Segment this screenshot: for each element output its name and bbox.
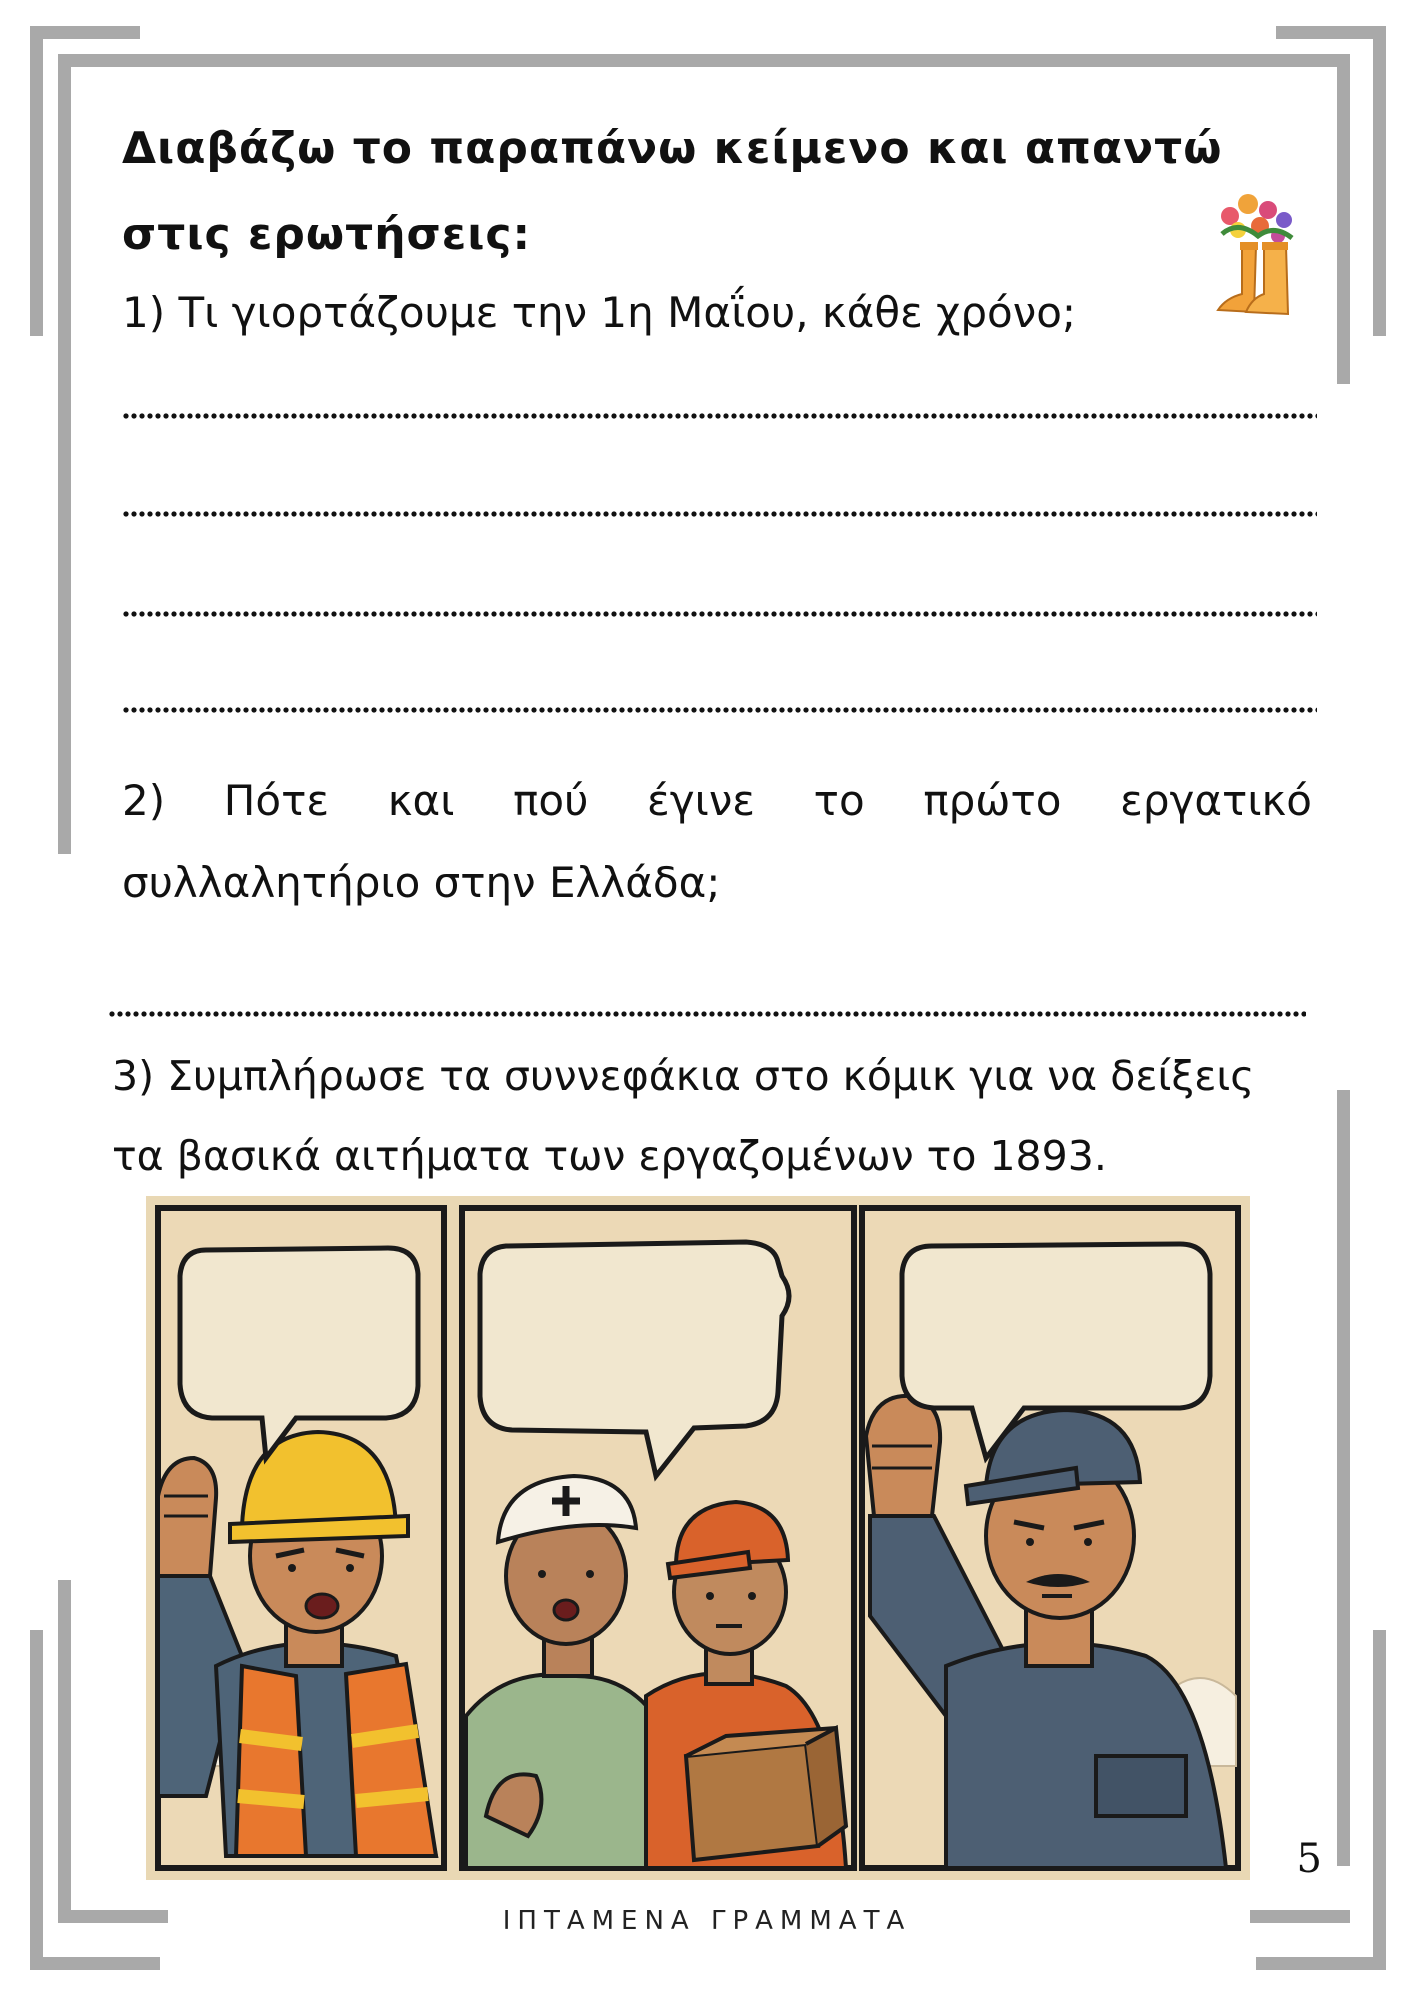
answer-line[interactable] <box>122 610 1317 618</box>
comic-strip <box>146 1196 1250 1880</box>
question-3: 3) Συμπλήρωσε τα συννεφάκια στο κόμικ για να δείξεις τα βασικά αιτήματα των εργαζομένων το 1893. <box>112 1052 1255 1180</box>
comic-illustration <box>146 1196 1250 1880</box>
answer-line[interactable] <box>122 510 1317 518</box>
answer-line[interactable] <box>122 706 1317 714</box>
question-1: 1) Τι γιορτάζουμε την 1η Μαΐου, κάθε χρόνο; <box>122 288 1077 337</box>
footer-brand: ΙΠΤΑΜΕΝΑ ΓΡΑΜΜΑΤΑ <box>502 1906 912 1936</box>
worksheet-heading: Διαβάζω το παραπάνω κείμενο και απαντώ στις ερωτήσεις: <box>122 123 1223 260</box>
flower-boots-icon <box>1208 190 1304 322</box>
page-number: 5 <box>1296 1836 1322 1882</box>
question-2 <box>122 760 1312 924</box>
question-2-line-2: συλλαλητήριο στην Ελλάδα; <box>122 858 721 907</box>
question-2-line-1: 2) Πότε και πού έγινε το πρώτο εργατικό <box>122 776 1312 825</box>
answer-line[interactable] <box>122 412 1317 420</box>
answer-line[interactable] <box>108 1010 1306 1018</box>
